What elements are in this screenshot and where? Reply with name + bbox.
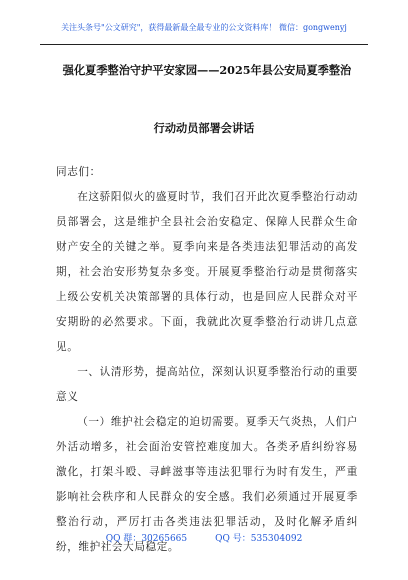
- footer-qq-group: QQ 群：30265665: [105, 534, 188, 544]
- intro-paragraph: 在这骄阳似火的盛夏时节，我们召开此次夏季整治行动动员部署会，这是维护全县社会治安稳定、保障人民群众生命财产安全的关键之举。夏季向来是各类违法犯罪活动的高发期，社会治安形势复杂多变。开展夏季整治行动是贯彻落实上级公安机关决策部署的具体行动，也是回应人民群众对平安期盼的必然要求。下面，我就此次夏季整治行动讲几点意见。: [56, 191, 358, 353]
- footer-qq-number: QQ 号：535304092: [215, 534, 303, 544]
- document-title: 强化夏季整治守护平安家园——2025年县公安局夏季整治: [62, 63, 352, 77]
- section-1-heading: 一、认清形势，提高站位，深刻认识夏季整治行动的重要意义: [56, 366, 358, 403]
- document-subtitle: 行动动员部署会讲话: [153, 121, 255, 135]
- section-1-sub-1-text: 夏季天气炎热，人们户外活动增多，社会面治安管控难度加大。各类矛盾纠纷容易激化，打架斗殴、寻衅滋事等违法犯罪行为时有发生，严重影响社会秩序和人民群众的安全感。我们必须通过开展夏季整治行动，严厉打击各类违法犯罪活动，及时化解矛盾纠纷，维护社会大局稳定。: [56, 416, 359, 553]
- document-body: [56, 160, 358, 560]
- page-header-banner: 关注头条号"公文研究"，获得最新最全最专业的公文资料库！ 微信：gongwenyj: [61, 23, 347, 32]
- salutation: 同志们：: [56, 166, 101, 178]
- header-divider: [40, 44, 368, 45]
- section-1-sub-1-heading: （一）维护社会稳定的迫切需要。: [77, 416, 246, 428]
- page-footer: [40, 533, 368, 545]
